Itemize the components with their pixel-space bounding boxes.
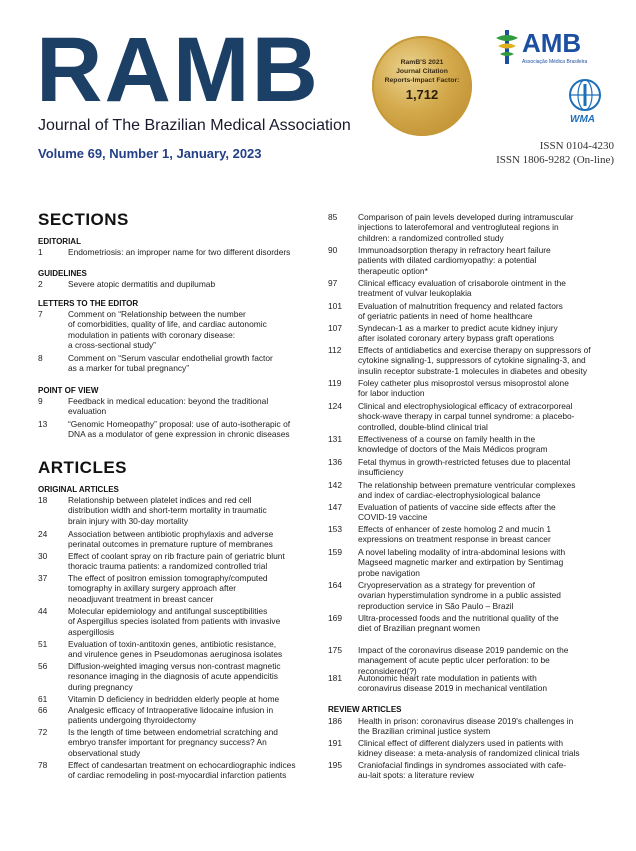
toc-page: 56 [38, 661, 48, 671]
toc-line: ovarian hyperstimulation syndrome in a public assisted [358, 590, 561, 601]
journal-logo: RAMB [36, 19, 320, 121]
toc-line: tomography in axillary surgery approach after [68, 583, 237, 594]
toc-line: Is the length of time between endometrial scratching and [68, 727, 278, 737]
toc-line: cytokine signaling-1, suppressors of cytokine signaling-3, and [358, 355, 586, 366]
toc-page: 1 [38, 247, 43, 257]
toc-line: Analgesic efficacy of Intraoperative lidocaine infusion in [68, 705, 274, 715]
toc-line: coronavirus disease 2019 in mechanical ventilation [358, 683, 548, 694]
toc-line: injections to laterofemoral and ventrogluteal regions in [358, 222, 559, 233]
toc-line: knowledge of doctors of the Mais Médicos program [358, 444, 548, 455]
toc-title [358, 613, 628, 634]
toc-page: 2 [38, 279, 43, 289]
toc-title [358, 278, 628, 299]
toc-title [358, 645, 628, 676]
toc-title [358, 212, 628, 243]
toc-line: of comorbidities, quality of life, and cardiac autonomic [68, 319, 267, 330]
toc-title [358, 738, 628, 759]
toc-line: Effect of coolant spray on rib fracture pain of geriatric blunt [68, 551, 285, 561]
toc-line: Molecular epidemiology and antifungal susceptibilities [68, 606, 268, 616]
toc-title [358, 480, 628, 501]
toc-line: distribution width and short-term mortality in traumatic [68, 505, 267, 516]
toc-page: 142 [328, 480, 342, 490]
toc-title [68, 309, 336, 351]
toc-title [358, 323, 628, 344]
toc-page: 119 [328, 378, 342, 388]
toc-page: 169 [328, 613, 342, 623]
amb-subtitle: Associação Médica Brasileira [522, 59, 588, 65]
toc-line: shock-wave therapy in carpal tunnel syndrome: a placebo- [358, 411, 575, 422]
seal-line1: RamB'S 2021 [400, 59, 444, 66]
toc-page: 61 [38, 694, 48, 704]
toc-line: Cryopreservation as a strategy for prevention of [358, 580, 535, 590]
toc-line: A novel labeling modality of intra-abdominal lesions with [358, 547, 566, 557]
toc-line: Vitamin D deficiency in bedridden elderly people at home [68, 694, 280, 704]
toc-page: 51 [38, 639, 48, 649]
toc-line: Clinical efficacy evaluation of crisaborole ointment in the [358, 278, 566, 288]
toc-page: 147 [328, 502, 342, 512]
issn-print: ISSN 0104-4230 [539, 140, 614, 152]
toc-line: Health in prison: coronavirus disease 2019's challenges in [358, 716, 574, 726]
toc-line: thoracic trauma patients: a randomized controlled trial [68, 561, 268, 572]
toc-line: evaluation [68, 406, 107, 417]
toc-line: Association between antibiotic prophylaxis and adverse [68, 529, 274, 539]
toc-line: observational study [68, 747, 141, 758]
articles-title: ARTICLES [38, 458, 127, 477]
toc-page: 164 [328, 580, 342, 590]
toc-line: as a marker for tubal pregnancy” [68, 363, 190, 374]
toc-page: 7 [38, 309, 43, 319]
toc-line: Ultra-processed foods and the nutritional quality of the [358, 613, 559, 623]
toc-line: controlled, double-blind clinical trial [358, 421, 488, 432]
toc-title [358, 301, 628, 322]
toc-line: Foley catheter plus misoprostol versus misoprostol alone [358, 378, 569, 388]
toc-title [68, 727, 336, 758]
seal-value: 1,712 [405, 87, 439, 102]
toc-line: Evaluation of malnutrition frequency and related factors [358, 301, 563, 311]
toc-line: resonance imaging in the diagnosis of acute appendicitis [68, 671, 278, 682]
category-editorial: EDITORIAL [38, 237, 81, 246]
toc-page: 136 [328, 457, 342, 467]
toc-title [68, 495, 336, 526]
toc-title [358, 716, 628, 737]
toc-line: and virulence genes in Pseudomonas aeruginosa isolates [68, 649, 283, 660]
toc-line: Effects of enhancer of zeste homolog 2 and mucin 1 [358, 524, 552, 534]
toc-line: expressions on treatment response in breast cancer [358, 534, 551, 545]
toc-line: Evaluation of toxin-antitoxin genes, antibiotic resistance, [68, 639, 277, 649]
toc-page: 8 [38, 353, 43, 363]
toc-line: insulin receptor substrate-1 molecules in diabetes and obesity [358, 365, 588, 376]
toc-line: Impact of the coronavirus disease 2019 pandemic on the [358, 645, 569, 655]
toc-page: 90 [328, 245, 338, 255]
toc-page: 24 [38, 529, 48, 539]
toc-title [358, 457, 628, 478]
toc-line: perinatal outcomes in premature rupture of membranes [68, 539, 273, 550]
toc-line: diet of Brazilian pregnant women [358, 623, 480, 634]
toc-line: brain injury with 30-day mortality [68, 515, 189, 526]
toc-title [68, 694, 336, 704]
toc-title [68, 639, 336, 660]
toc-page: 37 [38, 573, 48, 583]
toc-title: Severe atopic dermatitis and dupilumab [68, 279, 216, 289]
toc-line: The relationship between premature ventricular complexes [358, 480, 576, 490]
toc-line: au-lait spots: a literature review [358, 770, 474, 781]
toc-line: management of acute peptic ulcer perforation: to be [358, 655, 550, 666]
toc-line: aspergillosis [68, 626, 115, 637]
toc-line: Craniofacial findings in syndromes associated with cafe- [358, 760, 567, 770]
toc-line: reproduction service in São Paulo – Brazil [358, 600, 514, 611]
toc-line: Comment on “Relationship between the number [68, 309, 246, 319]
toc-page: 175 [328, 645, 342, 655]
toc-line: children: a randomized controlled study [358, 232, 504, 243]
category-point-of-view: POINT OF VIEW [38, 386, 99, 395]
toc-page: 131 [328, 434, 342, 444]
toc-line: Comparison of pain levels developed during intramuscular [358, 212, 574, 222]
toc-line: Clinical effect of different dialyzers used in patients with [358, 738, 563, 748]
category-guidelines: GUIDELINES [38, 269, 87, 278]
toc-page: 18 [38, 495, 48, 505]
toc-title [358, 245, 628, 276]
toc-line: Autonomic heart rate modulation in patients with [358, 673, 537, 683]
toc-line: Diffusion-weighted imaging versus non-contrast magnetic [68, 661, 281, 671]
journal-name: Journal of The Brazilian Medical Association [38, 117, 351, 134]
toc-line: Relationship between platelet indices and red cell [68, 495, 252, 505]
toc-title [358, 401, 628, 432]
toc-line: after isolated coronary artery bypass graft operations [358, 333, 554, 344]
toc-line: probe navigation [358, 567, 420, 578]
toc-page: 85 [328, 212, 338, 222]
toc-line: patients undergoing thyroidectomy [68, 715, 197, 726]
toc-line: Effects of antidiabetics and exercise therapy on suppressors of [358, 345, 591, 355]
seal-line2: Journal Citation [396, 68, 448, 75]
toc-line: embryo transfer important for pregnancy success? An [68, 737, 267, 748]
toc-title [358, 760, 628, 781]
toc-line: modulation in patients with coronary disease: [68, 329, 236, 340]
toc-page: 66 [38, 705, 48, 715]
toc-page: 186 [328, 716, 342, 726]
toc-page: 101 [328, 301, 342, 311]
toc-page: 191 [328, 738, 342, 748]
category-letters: LETTERS TO THE EDITOR [38, 299, 139, 308]
category-original-articles: ORIGINAL ARTICLES [38, 485, 119, 494]
toc-page: 9 [38, 396, 43, 406]
toc-title [358, 345, 628, 376]
toc-line: neoadjuvant treatment in breast cancer [68, 593, 214, 604]
toc-line: insufficiency [358, 467, 404, 478]
toc-title [68, 419, 336, 440]
toc-line: Effectiveness of a course on family health in the [358, 434, 536, 444]
right-column [328, 0, 630, 851]
toc-line: The effect of positron emission tomography/computed [68, 573, 268, 583]
toc-page: 112 [328, 345, 342, 355]
toc-line: of cardiac remodeling in post-myocardial infarction patients [68, 770, 287, 781]
toc-line: for labor induction [358, 388, 425, 399]
toc-title [68, 606, 336, 637]
toc-line: a cross-sectional study” [68, 340, 156, 351]
toc-page: 181 [328, 673, 342, 683]
toc-title [68, 551, 336, 572]
toc-line: kidney disease: a meta-analysis of randomized clinical trials [358, 748, 580, 759]
issn-online: ISSN 1806-9282 (On-line) [496, 154, 614, 166]
left-column [38, 0, 338, 851]
toc-line: COVID-19 vaccine [358, 512, 428, 523]
toc-title [68, 396, 336, 417]
toc-title [68, 573, 336, 604]
toc-page: 78 [38, 760, 48, 770]
volume-info: Volume 69, Number 1, January, 2023 [38, 146, 262, 161]
toc-title [358, 673, 628, 694]
amb-text: AMB [522, 28, 582, 58]
toc-line: Feedback in medical education: beyond the traditional [68, 396, 269, 406]
toc-title [68, 705, 336, 726]
sections-title: SECTIONS [38, 210, 129, 229]
toc-title [358, 434, 628, 455]
toc-line: therapeutic option* [358, 265, 428, 276]
toc-line: of Aspergillus species isolated from patients with invasive [68, 616, 281, 627]
toc-line: Effect of candesartan treatment on echocardiographic indices [68, 760, 296, 770]
toc-page: 30 [38, 551, 48, 561]
toc-title [68, 661, 336, 692]
toc-line: Clinical and electrophysiological efficacy of extracorporeal [358, 401, 573, 411]
category-review-articles: REVIEW ARTICLES [328, 705, 402, 714]
toc-page: 97 [328, 278, 338, 288]
toc-title [68, 353, 336, 374]
toc-line: treatment of vulvar leukoplakia [358, 288, 472, 299]
toc-page: 44 [38, 606, 48, 616]
toc-title [358, 547, 628, 578]
toc-line: Evaluation of patients of vaccine side effects after the [358, 502, 556, 512]
toc-page: 72 [38, 727, 48, 737]
toc-title [358, 378, 628, 399]
toc-title: Endometriosis: an improper name for two different disorders [68, 247, 291, 257]
toc-title [68, 529, 336, 550]
toc-page: 159 [328, 547, 342, 557]
toc-page: 107 [328, 323, 342, 333]
toc-page: 13 [38, 419, 48, 429]
toc-page: 124 [328, 401, 342, 411]
toc-line: “Genomic Homeopathy” proposal: use of auto-isotherapic of [68, 419, 291, 429]
toc-line: reconsidered(?) [358, 665, 417, 676]
toc-line: during pregnancy [68, 681, 133, 692]
toc-line: Fetal thymus in growth-restricted fetuses due to placental [358, 457, 571, 467]
toc-title [68, 760, 336, 781]
toc-line: Syndecan-1 as a marker to predict acute kidney injury [358, 323, 558, 333]
toc-line: Magseed magnetic marker and extirpation by Sentimag [358, 557, 564, 568]
toc-page: 195 [328, 760, 342, 770]
toc-page: 153 [328, 524, 342, 534]
seal-line3: Reports-Impact Factor: [384, 77, 460, 84]
toc-line: Comment on “Serum vascular endothelial growth factor [68, 353, 273, 363]
toc-line: DNA as a modulator of gene expression in chronic diseases [68, 429, 290, 440]
wma-text: WMA [570, 114, 595, 125]
toc-title [358, 580, 628, 611]
toc-line: Immunoadsorption therapy in refractory heart failure [358, 245, 551, 255]
toc-title [358, 502, 628, 523]
toc-title [358, 524, 628, 545]
toc-line: of geriatric patients in need of home healthcare [358, 311, 533, 322]
toc-line: and index of cardiac-electrophysiological balance [358, 490, 541, 501]
toc-line: patients with dilated cardiomyopathy: a potential [358, 255, 537, 266]
toc-line: the Brazilian criminal justice system [358, 726, 491, 737]
